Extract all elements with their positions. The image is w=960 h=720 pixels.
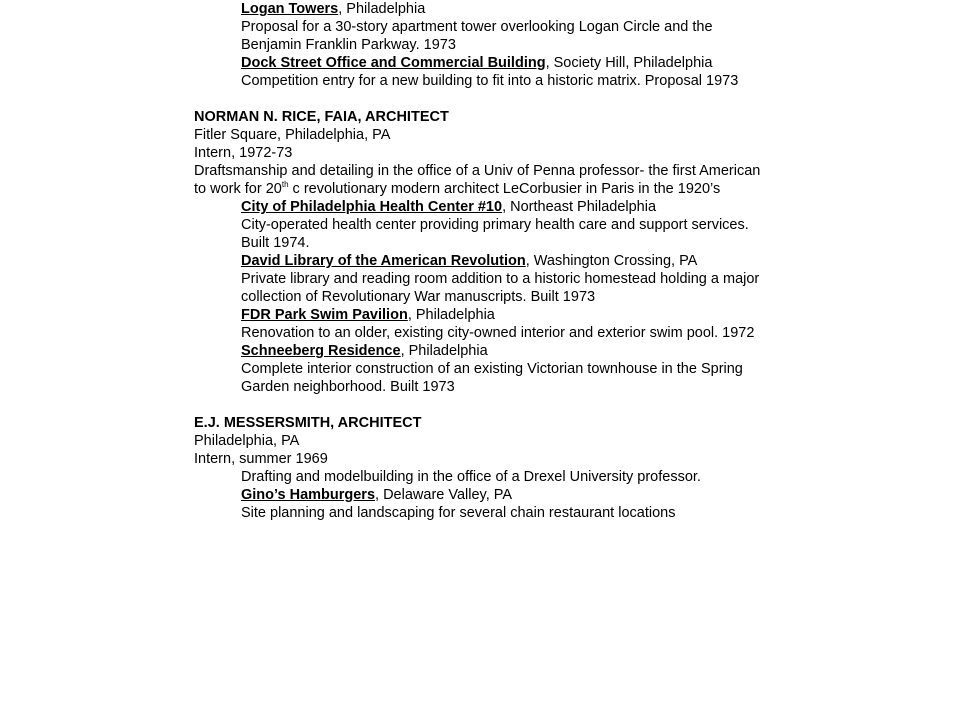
project-name: City of Philadelphia Health Center #10	[241, 199, 503, 215]
project-name: Logan Towers	[241, 1, 339, 17]
project-description: Complete interior construction of an existing Victorian townhouse in the Spring	[241, 361, 743, 377]
project-name: Dock Street Office and Commercial Building	[241, 55, 546, 71]
project-description: Private library and reading room addition to a historic homestead holding a major	[241, 271, 760, 287]
project-description: collection of Revolutionary War manuscripts. Built 1973	[241, 289, 596, 305]
project-location: , Philadelphia	[407, 307, 495, 323]
project-location: , Northeast Philadelphia	[502, 199, 657, 215]
project-description: Competition entry for a new building to fit into a historic matrix. Proposal 1973	[241, 73, 739, 89]
role-dates: Intern, summer 1969	[194, 451, 328, 467]
resume-page	[194, 0, 834, 522]
spacer	[194, 90, 834, 108]
firm-name: NORMAN N. RICE, FAIA, ARCHITECT	[194, 109, 449, 125]
project-description: Renovation to an older, existing city-owned interior and exterior swim pool. 1972	[241, 325, 755, 341]
role-description: Draftsmanship and detailing in the office of a Univ of Penna professor- the first American	[194, 163, 761, 179]
role-description: to work for 20th c revolutionary modern architect LeCorbusier in Paris in the 1920’s	[194, 180, 721, 197]
project-name: Schneeberg Residence	[241, 343, 401, 359]
project-description: Proposal for a 30-story apartment tower overlooking Logan Circle and the	[241, 19, 713, 35]
project-name: FDR Park Swim Pavilion	[241, 307, 408, 323]
spacer	[194, 396, 834, 414]
project-location: , Philadelphia	[400, 343, 488, 359]
firm-address: Fitler Square, Philadelphia, PA	[194, 127, 391, 143]
firm-name: E.J. MESSERSMITH, ARCHITECT	[194, 415, 422, 431]
project-location: , Philadelphia	[338, 1, 426, 17]
project-description: Garden neighborhood. Built 1973	[241, 379, 455, 395]
project-entry	[194, 342, 834, 360]
project-location: , Society Hill, Philadelphia	[545, 55, 713, 71]
project-description: Benjamin Franklin Parkway. 1973	[241, 37, 456, 53]
project-location: , Delaware Valley, PA	[375, 487, 513, 503]
project-entry	[194, 198, 834, 216]
project-description: Site planning and landscaping for several chain restaurant locations	[241, 505, 676, 521]
project-entry	[194, 54, 834, 72]
project-entry	[194, 306, 834, 324]
project-location: , Washington Crossing, PA	[525, 253, 698, 269]
role-dates: Intern, 1972-73	[194, 145, 293, 161]
project-name: David Library of the American Revolution	[241, 253, 526, 269]
project-description: Built 1974.	[241, 235, 310, 251]
project-name: Gino’s Hamburgers	[241, 487, 376, 503]
role-description: Drafting and modelbuilding in the office of a Drexel University professor.	[241, 469, 701, 485]
firm-address: Philadelphia, PA	[194, 433, 300, 449]
project-entry	[194, 486, 834, 504]
project-description: City-operated health center providing primary health care and support services.	[241, 217, 749, 233]
project-entry	[194, 0, 834, 18]
project-entry	[194, 252, 834, 270]
